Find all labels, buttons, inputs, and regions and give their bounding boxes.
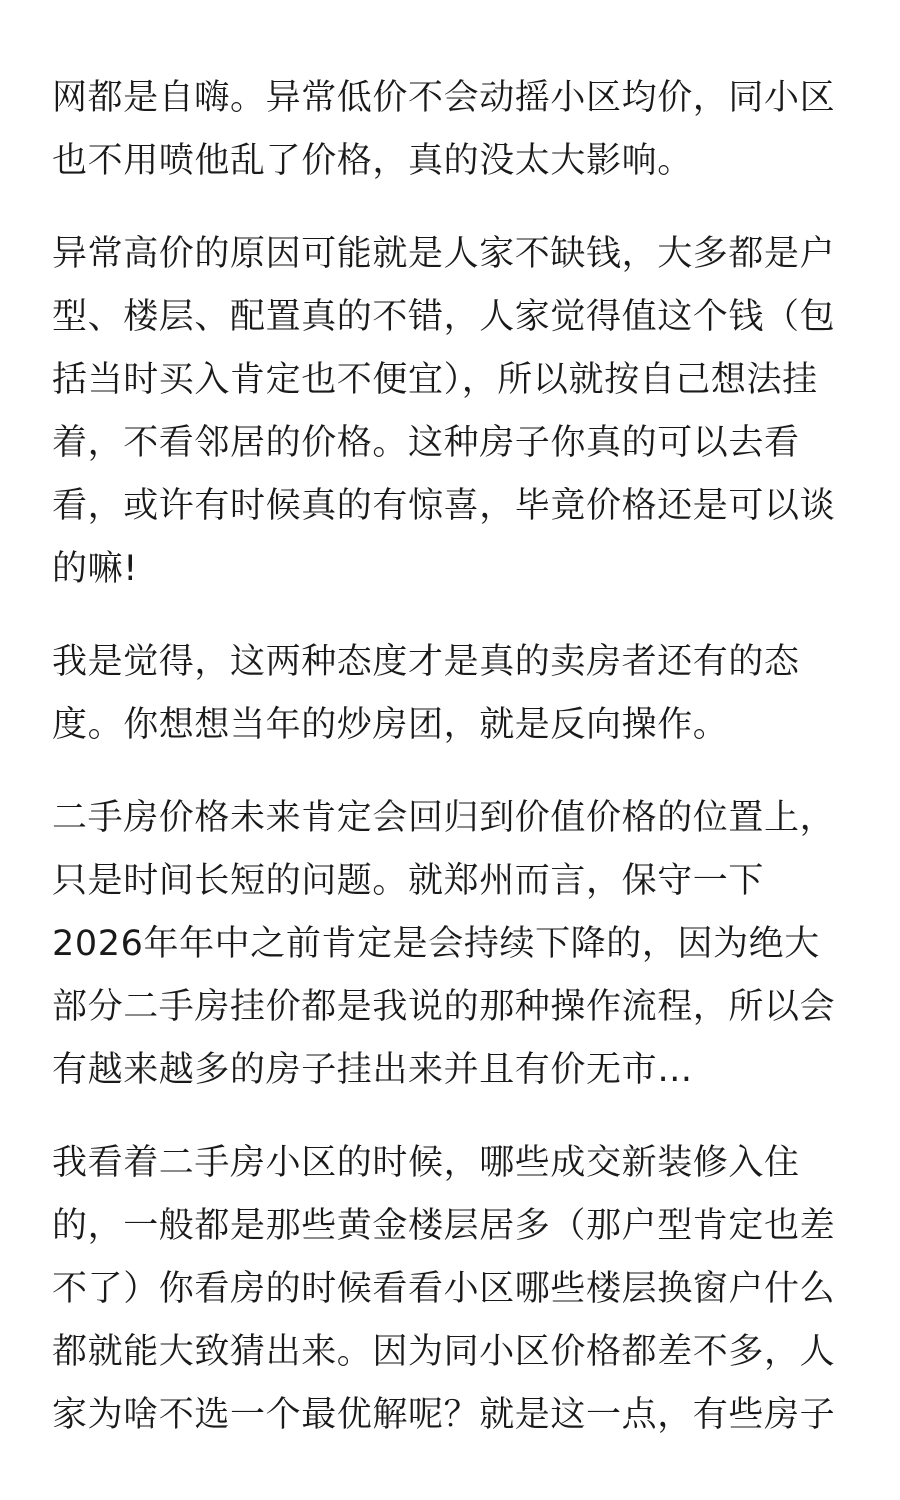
text-line: 部分二手房挂价都是我说的那种操作流程，所以会 [52,987,836,1027]
text-line: 的，一般都是那些黄金楼层居多（那户型肯定也差 [52,1206,836,1246]
paragraph-2 [52,223,848,601]
text-line: 只是时间长短的问题。就郑州而言，保守一下 [52,861,765,901]
text-line: 不了）你看房的时候看看小区哪些楼层换窗户什么 [52,1269,836,1309]
text-line: 着，不看邻居的价格。这种房子你真的可以去看 [52,423,800,463]
text-line: 网都是自嗨。异常低价不会动摇小区均价，同小区 [52,78,836,118]
paragraph-4 [52,787,848,1102]
text-line: 异常高价的原因可能就是人家不缺钱，大多都是户 [52,234,836,274]
text-line: 我是觉得，这两种态度才是真的卖房者还有的态 [52,642,800,682]
text-line: 有越来越多的房子挂出来并且有价无市… [52,1050,693,1090]
text-line: 家为啥不选一个最优解呢？就是这一点，有些房子 [52,1395,836,1435]
text-line: 二手房价格未来肯定会回归到价值价格的位置上， [52,798,836,838]
text-line: 度。你想想当年的炒房团，就是反向操作。 [52,705,729,745]
text-line: 2026年年中之前肯定是会持续下降的，因为绝大 [52,924,820,964]
paragraph-5 [52,1132,848,1447]
paragraph-3 [52,631,848,757]
text-line: 的嘛! [52,549,138,589]
text-line: 看，或许有时候真的有惊喜，毕竟价格还是可以谈 [52,486,836,526]
text-line: 也不用喷他乱了价格，真的没太大影响。 [52,141,693,181]
text-line: 括当时买入肯定也不便宜），所以就按自己想法挂 [52,360,818,400]
text-line: 型、楼层、配置真的不错，人家觉得值这个钱（包 [52,297,836,337]
paragraph-1 [52,67,848,193]
text-line: 我看着二手房小区的时候，哪些成交新装修入住 [52,1143,800,1183]
text-line: 都就能大致猜出来。因为同小区价格都差不多，人 [52,1332,836,1372]
